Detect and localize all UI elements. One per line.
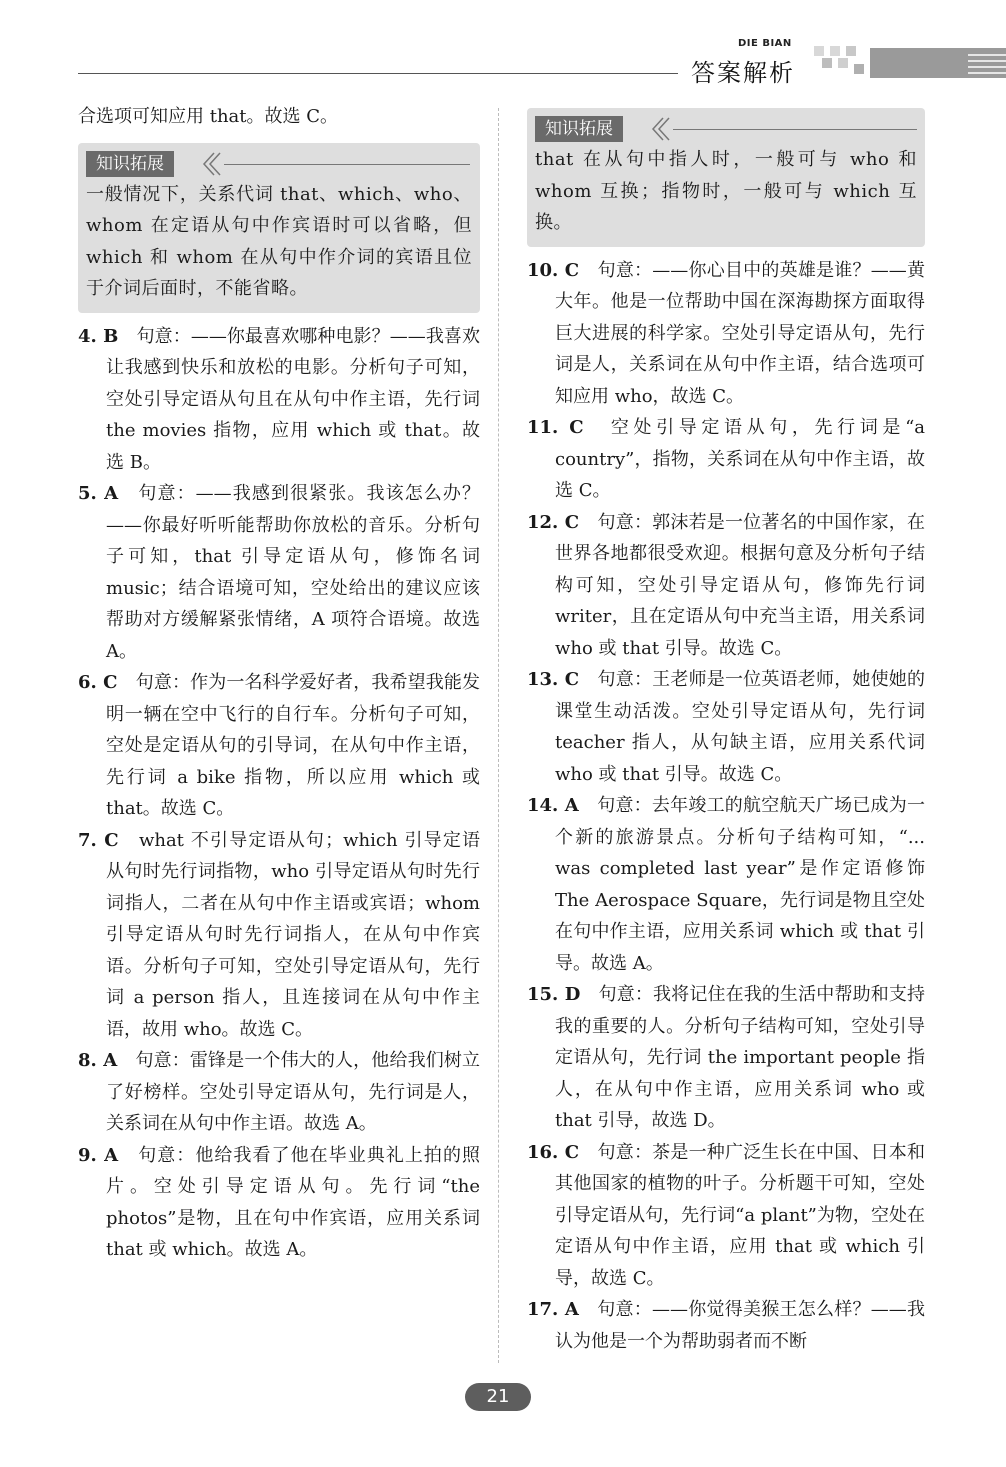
answer-number: 4. B — [78, 325, 119, 347]
continuation-text: 合选项可知应用 that。故选 C。 — [78, 106, 339, 127]
chevron-left-icon — [647, 114, 671, 144]
answer-item — [527, 664, 925, 790]
header-subtitle: DIE BIAN — [738, 38, 792, 49]
answer-number: 7. C — [78, 829, 119, 851]
answer-number: 14. A — [527, 795, 579, 816]
answer-text: 句意：——我感到很紧张。我该怎么办？——你最好听听能帮助你放松的音乐。分析句子可知，that 引导定语从句，修饰名词 music；结合语境可知，空处给出的建议应该帮助对方缓解紧张情绪，A 项符合语境。故选 A。 — [106, 483, 481, 662]
knowledge-box-header — [535, 114, 917, 144]
answer-item — [527, 790, 925, 979]
answer-number: 9. A — [78, 1144, 119, 1166]
column-divider — [498, 108, 499, 1363]
answer-item — [527, 507, 925, 665]
knowledge-box-text: 一般情况下，关系代词 that、which、who、whom 在定语从句中作宾语时可以省略，但 which 和 whom 在从句中作介词的宾语且位于介词后面时，不能省略。 — [86, 183, 472, 299]
answer-number: 5. A — [78, 483, 119, 504]
answer-text: 句意：茶是一种广泛生长在中国、日本和其他国家的植物的叶子。分析题干可知，空处引导定语从句，先行词“a plant”为物，空处在定语从句中作主语，应用 that 或 which 引导，故选 C。 — [555, 1141, 926, 1289]
answer-item — [78, 1045, 480, 1140]
answer-number: 6. C — [78, 672, 118, 693]
knowledge-box — [78, 143, 480, 313]
answer-number: 11. C — [527, 417, 584, 438]
answer-item — [78, 478, 480, 667]
answer-text: 句意：我将记住在我的生活中帮助和支持我的重要的人。分析句子结构可知，空处引导定语从句，先行词 the important people 指人，在从句中作主语，应用关系词 who 或 that 引导，故选 D。 — [555, 984, 926, 1131]
answer-number: 10. C — [527, 259, 580, 281]
header-title: 答案解析 — [691, 59, 795, 87]
knowledge-box-rule — [224, 164, 470, 165]
answer-item — [527, 979, 925, 1137]
answer-number: 13. C — [527, 669, 580, 690]
knowledge-box — [527, 108, 925, 247]
answer-item — [78, 667, 480, 825]
answer-number: 16. C — [527, 1141, 580, 1163]
knowledge-box-text: that 在从句中指人时，一般可与 who 和 whom 互换；指物时，一般可与 which 互换。 — [535, 149, 917, 233]
answer-text: 句意：去年竣工的航空航天广场已成为一个新的旅游景点。分析句子结构可知，“... was completed last year”是作定语修饰 The Aerospace Square，先行词是物且空处在句中作主语，应用关系词 which 或 that 引导。故选 A。 — [555, 795, 926, 974]
answer-item — [78, 825, 480, 1046]
answer-item — [78, 321, 480, 479]
answer-item — [78, 1140, 480, 1266]
knowledge-box-rule — [673, 129, 917, 130]
answer-text: 句意：郭沫若是一位著名的中国作家，在世界各地都很受欢迎。根据句意及分析句子结构可知，空处引导定语从句，修饰先行词 writer，且在定语从句中充当主语，用关系词 who 或 that 引导。故选 C。 — [555, 511, 926, 659]
answer-text: 句意：王老师是一位英语老师，她使她的课堂生动活泼。空处引导定语从句，先行词 teacher 指人，从句缺主语，应用关系代词 who 或 that 引导。故选 C。 — [555, 669, 926, 785]
answer-text: 句意：雷锋是一个伟大的人，他给我们树立了好榜样。空处引导定语从句，先行词是人，关系词在从句中作主语。故选 A。 — [106, 1050, 481, 1134]
right-column — [527, 0, 925, 1357]
answer-text: 句意：——你最喜欢哪种电影？——我喜欢让我感到快乐和放松的电影。分析句子可知，空处引导定语从句且在从句中作主语，先行词 the movies 指物，应用 which 或 that。故选 B。 — [106, 325, 481, 473]
answer-number: 15. D — [527, 984, 581, 1005]
left-column — [78, 0, 480, 1266]
answer-text: what 不引导定语从句；which 引导定语从句时先行词指物，who 引导定语从句时先行词指人，二者在从句中作主语或宾语；whom 引导定语从句时先行词指人，在从句中作宾语。分析句子可知，空处引导定语从句，先行词 a person 指人，且连接词在从句中作主语，故用 who。故选 C。 — [106, 829, 481, 1040]
answer-item — [527, 412, 925, 507]
page-number: 21 — [465, 1383, 531, 1411]
answer-text: 句意：他给我看了他在毕业典礼上拍的照片。空处引导定语从句。先行词“the photos”是物，且在句中作宾语，应用关系词 that 或 which。故选 A。 — [106, 1144, 481, 1260]
answer-item — [527, 1137, 925, 1295]
answer-number: 8. A — [78, 1050, 118, 1071]
answer-number: 17. A — [527, 1299, 579, 1320]
answer-text: 空处引导定语从句，先行词是“a country”，指物，关系词在从句中作主语，故选 C。 — [555, 417, 925, 501]
answer-text: 句意：作为一名科学爱好者，我希望我能发明一辆在空中飞行的自行车。分析句子可知，空处是定语从句的引导词，在从句中作主语，先行词 a bike 指物，所以应用 which 或 that。故选 C。 — [106, 672, 481, 819]
answer-item — [527, 255, 925, 413]
knowledge-box-header — [86, 149, 472, 179]
answer-text: 句意：——你心目中的英雄是谁？——黄大年。他是一位帮助中国在深海勘探方面取得巨大进展的科学家。空处引导定语从句，先行词是人，关系词在从句中作主语，结合选项可知应用 who，故选 C。 — [555, 259, 925, 407]
chevron-left-icon — [198, 149, 222, 179]
knowledge-box-tag: 知识拓展 — [535, 116, 623, 142]
answer-number: 12. C — [527, 511, 580, 533]
answer-text: 句意：——你觉得美猴王怎么样？——我认为他是一个为帮助弱者而不断 — [555, 1299, 925, 1352]
knowledge-box-tag: 知识拓展 — [86, 151, 174, 177]
answer-item — [527, 1294, 925, 1357]
